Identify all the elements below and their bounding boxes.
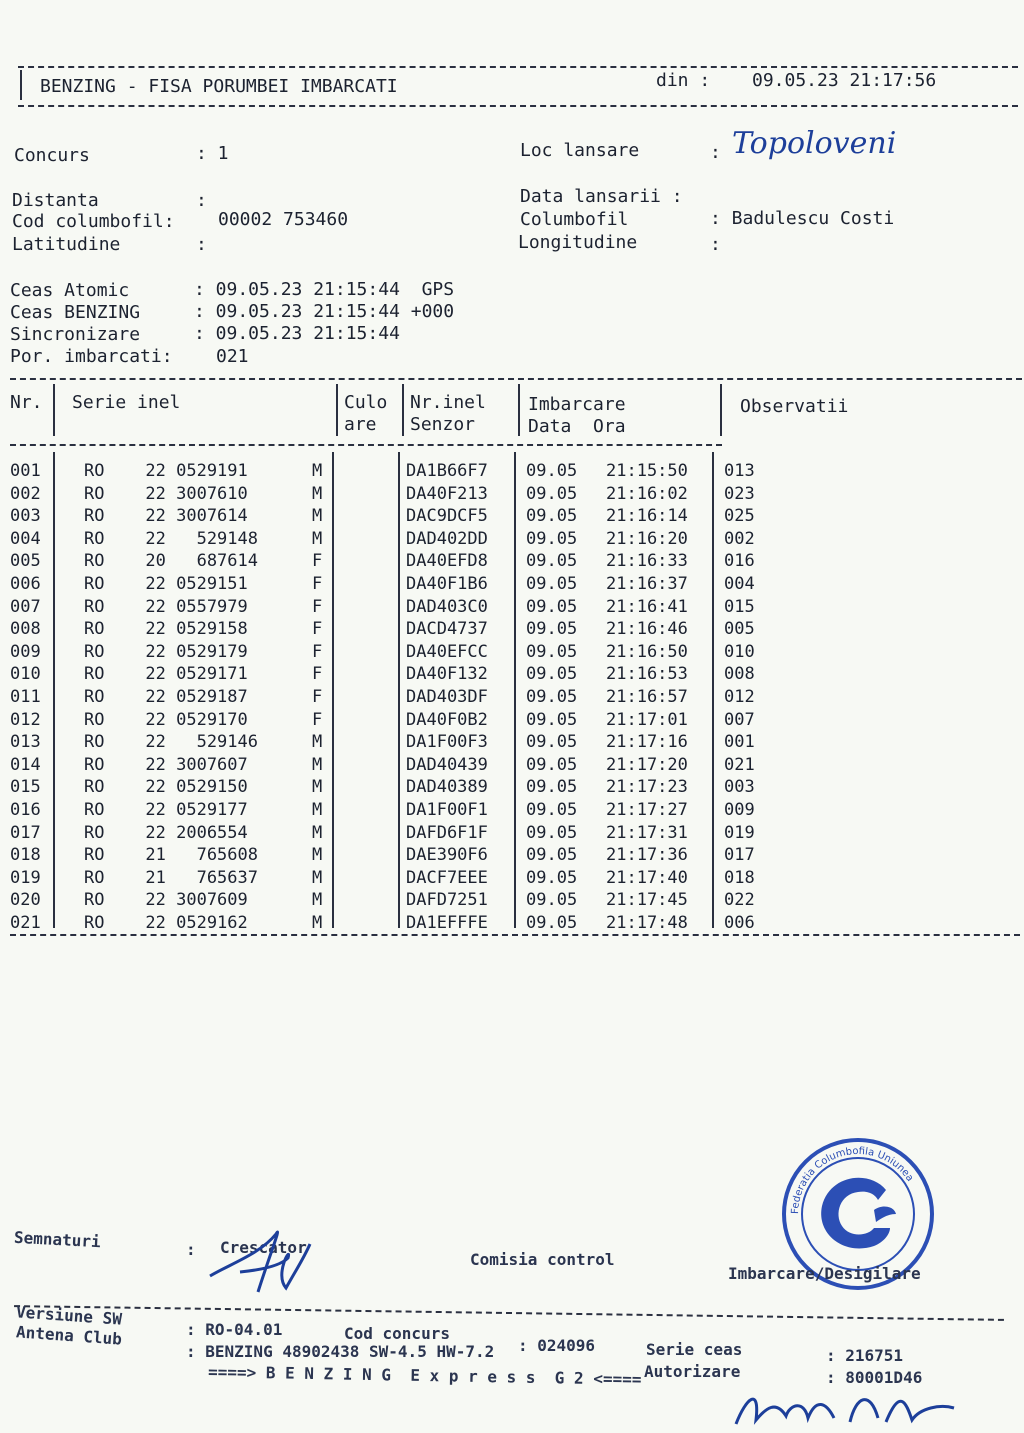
boarding-date: 09.05 [526, 619, 578, 639]
imbarcare-desigilare-label: Imbarcare/Desigilare [728, 1264, 921, 1283]
boarding-time: 21:15:50 [606, 461, 688, 481]
sincronizare-label: Sincronizare [10, 324, 141, 345]
cod-concurs-label: Cod concurs [344, 1324, 450, 1343]
row-sex: F [312, 642, 323, 662]
boarding-date: 09.05 [526, 732, 578, 752]
ring-serial: RO 22 0529162 [84, 913, 248, 933]
boarding-date: 09.05 [526, 664, 578, 684]
autorizare-label: Autorizare [644, 1362, 741, 1381]
antena-club-label: Antena Club [15, 1322, 123, 1349]
col-sep-serie [336, 384, 338, 436]
latitudine-value: : [196, 234, 207, 255]
sensor-id: DAD40439 [406, 755, 488, 775]
sensor-id: DAD40389 [406, 777, 488, 797]
ring-serial: RO 22 0557979 [84, 597, 248, 617]
row-sex: M [312, 529, 323, 549]
sensor-id: DA1B66F7 [406, 461, 488, 481]
document-title: BENZING - FISA PORUMBEI IMBARCATI [40, 76, 398, 97]
row-number: 019 [10, 868, 41, 888]
header-bottom-border [18, 105, 1018, 107]
sensor-id: DA40F213 [406, 484, 488, 504]
row-sex: F [312, 597, 323, 617]
observation-value: 004 [724, 574, 755, 594]
col-sep-nr [53, 384, 55, 436]
distanta-label: Distanta [12, 190, 99, 211]
stamp-text: Federatia Columbofila Uniunea [789, 1145, 916, 1215]
header-observatii: Observatii [740, 396, 849, 417]
row-sex: F [312, 551, 323, 571]
row-number: 021 [10, 913, 41, 933]
row-number: 011 [10, 687, 41, 707]
row-sex: M [312, 890, 323, 910]
boarding-time: 21:17:31 [606, 823, 688, 843]
observation-value: 021 [724, 755, 755, 775]
boarding-date: 09.05 [526, 642, 578, 662]
boarding-date: 09.05 [526, 890, 578, 910]
sensor-id: DAC9DCF5 [406, 506, 488, 526]
boarding-date: 09.05 [526, 597, 578, 617]
ring-serial: RO 22 0529150 [84, 777, 248, 797]
row-number: 017 [10, 823, 41, 843]
observation-value: 025 [724, 506, 755, 526]
header-nrinel-1: Nr.inel [410, 392, 486, 413]
boarding-time: 21:16:53 [606, 664, 688, 684]
observation-value: 002 [724, 529, 755, 549]
row-sep-culoare [398, 452, 400, 928]
row-sex: M [312, 800, 323, 820]
sensor-id: DA40EFCC [406, 642, 488, 662]
cod-concurs-value: : 024096 [518, 1336, 596, 1355]
boarding-date: 09.05 [526, 461, 578, 481]
ring-serial: RO 22 2006554 [84, 823, 248, 843]
sensor-id: DACD4737 [406, 619, 488, 639]
observation-value: 015 [724, 597, 755, 617]
ring-serial: RO 20 687614 [84, 551, 258, 571]
row-number: 013 [10, 732, 41, 752]
din-label: din : [656, 70, 711, 91]
longitudine-label: Longitudine [518, 232, 638, 253]
row-sex: M [312, 913, 323, 933]
row-sex: M [312, 755, 323, 775]
row-number: 001 [10, 461, 41, 481]
boarding-time: 21:16:20 [606, 529, 688, 549]
concurs-label: Concurs [14, 145, 90, 166]
col-sep-culoare [402, 384, 404, 436]
row-sex: M [312, 732, 323, 752]
row-number: 006 [10, 574, 41, 594]
ring-serial: RO 21 765608 [84, 845, 258, 865]
footer-signature [730, 1378, 960, 1433]
sensor-id: DACF7EEE [406, 868, 488, 888]
boarding-time: 21:16:46 [606, 619, 688, 639]
boarding-date: 09.05 [526, 823, 578, 843]
crescator-signature [200, 1214, 340, 1314]
header-top-border [18, 66, 1018, 68]
header-serie-inel: Serie inel [72, 392, 181, 413]
observation-value: 016 [724, 551, 755, 571]
sensor-id: DAFD7251 [406, 890, 488, 910]
row-number: 009 [10, 642, 41, 662]
comisia-control-label: Comisia control [470, 1250, 615, 1269]
row-sex: F [312, 574, 323, 594]
col-sep-imbarcare [720, 384, 722, 436]
observation-value: 023 [724, 484, 755, 504]
row-sex: M [312, 777, 323, 797]
observation-value: 007 [724, 710, 755, 730]
ring-serial: RO 21 765637 [84, 868, 258, 888]
distanta-value: : [196, 190, 207, 211]
data-lansarii-label: Data lansarii : [520, 186, 683, 207]
row-sex: M [312, 484, 323, 504]
boarding-date: 09.05 [526, 800, 578, 820]
row-sep-sensor [514, 452, 516, 928]
observation-value: 013 [724, 461, 755, 481]
row-number: 008 [10, 619, 41, 639]
row-number: 007 [10, 597, 41, 617]
row-number: 002 [10, 484, 41, 504]
ring-serial: RO 22 0529191 [84, 461, 248, 481]
boarding-time: 21:16:50 [606, 642, 688, 662]
boarding-time: 21:17:48 [606, 913, 688, 933]
row-number: 012 [10, 710, 41, 730]
boarding-time: 21:16:14 [606, 506, 688, 526]
boarding-time: 21:16:41 [606, 597, 688, 617]
boarding-time: 21:17:36 [606, 845, 688, 865]
row-number: 015 [10, 777, 41, 797]
row-sex: F [312, 710, 323, 730]
row-sex: F [312, 664, 323, 684]
boarding-date: 09.05 [526, 484, 578, 504]
boarding-time: 21:17:23 [606, 777, 688, 797]
boarding-time: 21:16:37 [606, 574, 688, 594]
sensor-id: DA40F1B6 [406, 574, 488, 594]
express-line: ====> B E N Z I N G E x p r e s s G 2 <==== [207, 1362, 642, 1389]
sensor-id: DAD402DD [406, 529, 488, 549]
row-number: 005 [10, 551, 41, 571]
boarding-time: 21:17:27 [606, 800, 688, 820]
sensor-id: DAD403C0 [406, 597, 488, 617]
boarding-date: 09.05 [526, 551, 578, 571]
boarding-time: 21:16:33 [606, 551, 688, 571]
longitudine-value: : [710, 234, 721, 255]
row-sex: M [312, 823, 323, 843]
row-number: 010 [10, 664, 41, 684]
boarding-time: 21:16:02 [606, 484, 688, 504]
boarding-time: 21:17:16 [606, 732, 688, 752]
antena-club-value: : BENZING 48902438 SW-4.5 HW-7.2 [186, 1342, 495, 1361]
boarding-time: 21:17:45 [606, 890, 688, 910]
ring-serial: RO 22 0529177 [84, 800, 248, 820]
row-number: 014 [10, 755, 41, 775]
ring-serial: RO 22 0529179 [84, 642, 248, 662]
table-header-bottom-border [10, 444, 722, 446]
observation-value: 022 [724, 890, 755, 910]
ring-serial: RO 22 0529151 [84, 574, 248, 594]
row-sep-imbarcare [712, 452, 714, 928]
loc-lansare-handwritten: Topoloveni [732, 126, 897, 161]
observation-value: 018 [724, 868, 755, 888]
row-number: 020 [10, 890, 41, 910]
ring-serial: RO 22 3007607 [84, 755, 248, 775]
semnaturi-colon: : [186, 1240, 196, 1259]
header-culoare-2: are [344, 414, 377, 435]
din-value: 09.05.23 21:17:56 [752, 70, 937, 91]
sensor-id: DA40F132 [406, 664, 488, 684]
cod-columbofil-label: Cod columbofil: [12, 211, 175, 232]
row-sex: M [312, 461, 323, 481]
columbofil-value: : Badulescu Costi [710, 208, 895, 229]
ring-serial: RO 22 0529158 [84, 619, 248, 639]
semnaturi-label: Semnaturi [13, 1227, 102, 1252]
boarding-date: 09.05 [526, 529, 578, 549]
sensor-id: DAE390F6 [406, 845, 488, 865]
sensor-id: DAD403DF [406, 687, 488, 707]
sensor-id: DA40F0B2 [406, 710, 488, 730]
observation-value: 019 [724, 823, 755, 843]
ring-serial: RO 22 3007614 [84, 506, 248, 526]
latitudine-label: Latitudine [12, 234, 121, 255]
header-imbarcare-1: Imbarcare [528, 394, 626, 415]
ring-serial: RO 22 3007610 [84, 484, 248, 504]
sensor-id: DA1EFFFE [406, 913, 488, 933]
observation-value: 012 [724, 687, 755, 707]
boarding-time: 21:16:57 [606, 687, 688, 707]
header-left-border [20, 70, 22, 100]
boarding-time: 21:17:40 [606, 868, 688, 888]
boarding-date: 09.05 [526, 574, 578, 594]
row-sex: M [312, 868, 323, 888]
table-bottom-border [10, 934, 1020, 936]
por-imbarcati-label: Por. imbarcati: [10, 346, 173, 367]
sensor-id: DAFD6F1F [406, 823, 488, 843]
row-sex: M [312, 845, 323, 865]
boarding-time: 21:17:01 [606, 710, 688, 730]
header-nr: Nr. [10, 392, 43, 413]
sincronizare-value: : 09.05.23 21:15:44 [194, 323, 400, 344]
observation-value: 017 [724, 845, 755, 865]
boarding-date: 09.05 [526, 755, 578, 775]
versiune-sw-value: : RO-04.01 [186, 1320, 283, 1339]
boarding-date: 09.05 [526, 777, 578, 797]
crescator-label: Crescator [220, 1238, 307, 1257]
sensor-id: DA1F00F1 [406, 800, 488, 820]
ring-serial: RO 22 529148 [84, 529, 258, 549]
columbofil-label: Columbofil [520, 209, 629, 230]
ceas-atomic-label: Ceas Atomic [10, 280, 130, 301]
ring-serial: RO 22 3007609 [84, 890, 248, 910]
row-sep-sex [332, 452, 334, 928]
por-imbarcati-value: 021 [216, 346, 249, 367]
versiune-sw-label: Versiune SW [15, 1302, 123, 1329]
ring-serial: RO 22 529146 [84, 732, 258, 752]
boarding-date: 09.05 [526, 710, 578, 730]
ceas-benzing-value: : 09.05.23 21:15:44 +000 [194, 301, 455, 322]
sensor-id: DA1F00F3 [406, 732, 488, 752]
serie-ceas-value: : 216751 [826, 1346, 904, 1365]
footer-top-border [14, 1305, 1004, 1321]
autorizare-value: : 80001D46 [826, 1368, 923, 1387]
observation-value: 009 [724, 800, 755, 820]
observation-value: 010 [724, 642, 755, 662]
row-sep-nr [53, 452, 55, 928]
row-number: 003 [10, 506, 41, 526]
row-number: 016 [10, 800, 41, 820]
col-sep-nrinel [518, 384, 520, 436]
row-sex: M [312, 506, 323, 526]
row-number: 018 [10, 845, 41, 865]
boarding-date: 09.05 [526, 913, 578, 933]
header-culoare-1: Culo [344, 392, 388, 413]
cod-columbofil-value: 00002 753460 [218, 209, 349, 230]
loc-lansare-sep: : [710, 142, 721, 163]
row-sex: F [312, 687, 323, 707]
row-number: 004 [10, 529, 41, 549]
boarding-date: 09.05 [526, 845, 578, 865]
concurs-value: : 1 [196, 143, 229, 164]
ring-serial: RO 22 0529187 [84, 687, 248, 707]
ring-serial: RO 22 0529170 [84, 710, 248, 730]
row-sex: F [312, 619, 323, 639]
ceas-atomic-value: : 09.05.23 21:15:44 GPS [194, 279, 455, 300]
ceas-benzing-label: Ceas BENZING [10, 302, 141, 323]
table-top-border [10, 378, 1022, 380]
serie-ceas-label: Serie ceas [646, 1340, 743, 1359]
observation-value: 005 [724, 619, 755, 639]
ring-serial: RO 22 0529171 [84, 664, 248, 684]
sensor-id: DA40EFD8 [406, 551, 488, 571]
header-nrinel-2: Senzor [410, 414, 476, 435]
boarding-date: 09.05 [526, 506, 578, 526]
boarding-time: 21:17:20 [606, 755, 688, 775]
observation-value: 008 [724, 664, 755, 684]
observation-value: 003 [724, 777, 755, 797]
header-imbarcare-2: Data Ora [528, 416, 626, 437]
observation-value: 006 [724, 913, 755, 933]
boarding-date: 09.05 [526, 868, 578, 888]
loc-lansare-label: Loc lansare [520, 140, 640, 161]
boarding-date: 09.05 [526, 687, 578, 707]
observation-value: 001 [724, 732, 755, 752]
